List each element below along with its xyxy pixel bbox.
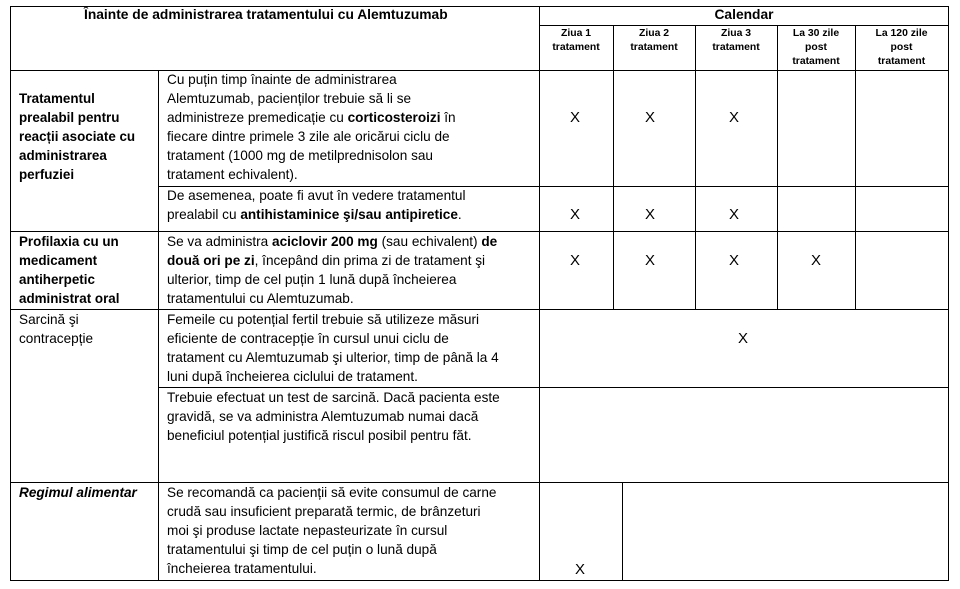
proph-text-l2	[167, 251, 497, 270]
col-header-day30-l1: La 30 zile	[792, 28, 840, 39]
premed-text-l3a: administreze premedicație cu	[167, 110, 348, 125]
proph-mark-day30: X	[810, 252, 821, 269]
rule-left	[10, 6, 11, 581]
proph-text-l1a: Se va administra	[167, 234, 273, 249]
antihist-mark-day3: X	[728, 206, 739, 223]
col-header-day30	[777, 27, 855, 69]
proph-text-l1	[167, 232, 497, 251]
premed-label-l1: Tratamentul	[19, 91, 95, 106]
proph-text-l4: tratamentului cu Alemtuzumab.	[167, 291, 354, 306]
diet-label: Regimul alimentar	[19, 485, 137, 500]
premed-label-l2: prealabil pentru	[19, 110, 120, 125]
proph-mark-day3: X	[728, 252, 739, 269]
diet-text-l2: crudă sau insuficient preparată termic, de brânzeturi	[167, 504, 481, 519]
diet-text	[167, 483, 496, 578]
premed-mark-day3: X	[728, 109, 739, 126]
rule-text-col	[539, 6, 540, 581]
premed-label-l3: reacții asociate cu	[19, 129, 136, 144]
proph-text-l2b: , începând din prima zi de tratament şi	[254, 253, 486, 268]
antihist-text-l2	[167, 205, 466, 224]
pregnancy-text-l4: luni după încheierea ciclului de tratament.	[167, 369, 418, 384]
col-header-day120-l3: tratament	[877, 56, 926, 67]
rule-bottom	[10, 580, 949, 581]
proph-text	[167, 232, 497, 308]
col-header-day3-l2: tratament	[712, 42, 760, 53]
col-header-day1	[539, 27, 613, 55]
antihist-text-l2a: prealabil cu	[167, 207, 241, 222]
pregnancy-text-l2: eficiente de contracepție în cursul unui ciclu de	[167, 331, 449, 346]
pregnancy-text-l1: Femeile cu potențial fertil trebuie să utilizeze măsuri	[167, 312, 480, 327]
premed-label-l4: administrarea	[19, 148, 107, 163]
pregnancy-text	[167, 310, 499, 386]
premed-label	[19, 89, 135, 184]
test-text	[167, 388, 500, 445]
pregnancy-mark: X	[737, 330, 748, 347]
proph-twice-daily: două ori pe zi	[167, 253, 255, 268]
premed-text-l3c: în	[440, 110, 456, 125]
proph-label	[19, 232, 119, 308]
premed-corticosteroids: corticosteroizi	[347, 110, 441, 125]
premed-text	[167, 70, 456, 184]
premed-mark-day2: X	[644, 109, 655, 126]
rule-calendar	[539, 25, 949, 26]
rule-label-col	[158, 70, 159, 581]
col-header-day30-l2: post	[805, 42, 827, 53]
col-header-day1-l1: Ziua 1	[560, 28, 592, 39]
proph-label-l4: administrat oral	[19, 291, 120, 306]
premed-text-l2: Alemtuzumab, pacienților trebuie să li se	[167, 91, 412, 106]
antihist-mark-day2: X	[644, 206, 655, 223]
diet-text-l3: moi şi produse lactate nepasteurizate în cursul	[167, 523, 448, 538]
col-header-day120	[855, 27, 948, 69]
proph-text-l3: ulterior, timp de cel puțin 1 lună după încheierea	[167, 272, 457, 287]
antihist-drugs: antihistaminice şi/sau antipiretice	[240, 207, 458, 222]
premed-mark-day1: X	[569, 109, 580, 126]
test-text-l2: gravidă, se va administra Alemtuzumab numai dacă	[167, 409, 479, 424]
proph-label-l3: antiherpetic	[19, 272, 95, 287]
proph-text-l1d: de	[481, 234, 498, 249]
premed-text-l3	[167, 108, 456, 127]
col-header-day3-l1: Ziua 3	[720, 28, 752, 39]
rule-right	[948, 6, 949, 581]
pregnancy-label-l2: contracepție	[19, 331, 94, 346]
pregnancy-text-l3: tratament cu Alemtuzumab şi ulterior, timp de până la 4	[167, 350, 499, 365]
col-header-day30-l3: tratament	[792, 56, 840, 67]
proph-aciclovir: aciclovir 200 mg	[272, 234, 378, 249]
col-header-day2	[613, 27, 695, 55]
test-text-l1: Trebuie efectuat un test de sarcină. Dacă pacienta este	[167, 390, 500, 405]
header-calendar-title: Calendar	[714, 7, 774, 22]
rule-header-bottom	[10, 70, 949, 71]
diet-mark: X	[574, 561, 585, 578]
antihist-mark-day1: X	[569, 206, 580, 223]
col-header-day120-l2: post	[890, 42, 913, 53]
proph-mark-day1: X	[569, 252, 580, 269]
premed-text-l6: tratament echivalent).	[167, 167, 298, 182]
pregnancy-label	[19, 310, 93, 348]
test-text-l3: beneficiul potențial justifică riscul posibil pentru făt.	[167, 428, 472, 443]
antihist-text-l1: De asemenea, poate fi avut în vedere tratamentul	[167, 188, 466, 203]
pregnancy-label-l1: Sarcină şi	[19, 312, 79, 327]
premed-label-l5: perfuziei	[19, 167, 75, 182]
header-left-title: Înainte de administrarea tratamentului cu Alemtuzumab	[84, 7, 448, 22]
rule-diet-col	[622, 482, 623, 581]
proph-label-l2: medicament	[19, 253, 98, 268]
antihist-text	[167, 186, 466, 224]
col-header-day3	[695, 27, 777, 55]
rule-col-2	[613, 25, 614, 310]
col-header-day2-l1: Ziua 2	[638, 28, 670, 39]
antihist-text-l2c: .	[457, 207, 462, 222]
diet-text-l1: Se recomandă ca pacienții să evite consumul de carne	[167, 485, 497, 500]
premed-text-l5: tratament (1000 mg de metilprednisolon sau	[167, 148, 433, 163]
col-header-day120-l1: La 120 zile	[875, 28, 928, 39]
diet-text-l5: încheierea tratamentului.	[167, 561, 317, 576]
col-header-day2-l2: tratament	[630, 42, 678, 53]
premed-text-l4: fiecare dintre primele 3 zile ale oricărui ciclu de	[167, 129, 450, 144]
proph-mark-day2: X	[644, 252, 655, 269]
diet-text-l4: tratamentului şi timp de cel puțin o lună după	[167, 542, 437, 557]
rule-col-3	[695, 25, 696, 310]
col-header-day1-l2: tratament	[552, 42, 600, 53]
premed-text-l1: Cu puțin timp înainte de administrarea	[167, 72, 397, 87]
proph-text-l1c: (sau echivalent)	[377, 234, 482, 249]
proph-label-l1: Profilaxia cu un	[19, 234, 119, 249]
